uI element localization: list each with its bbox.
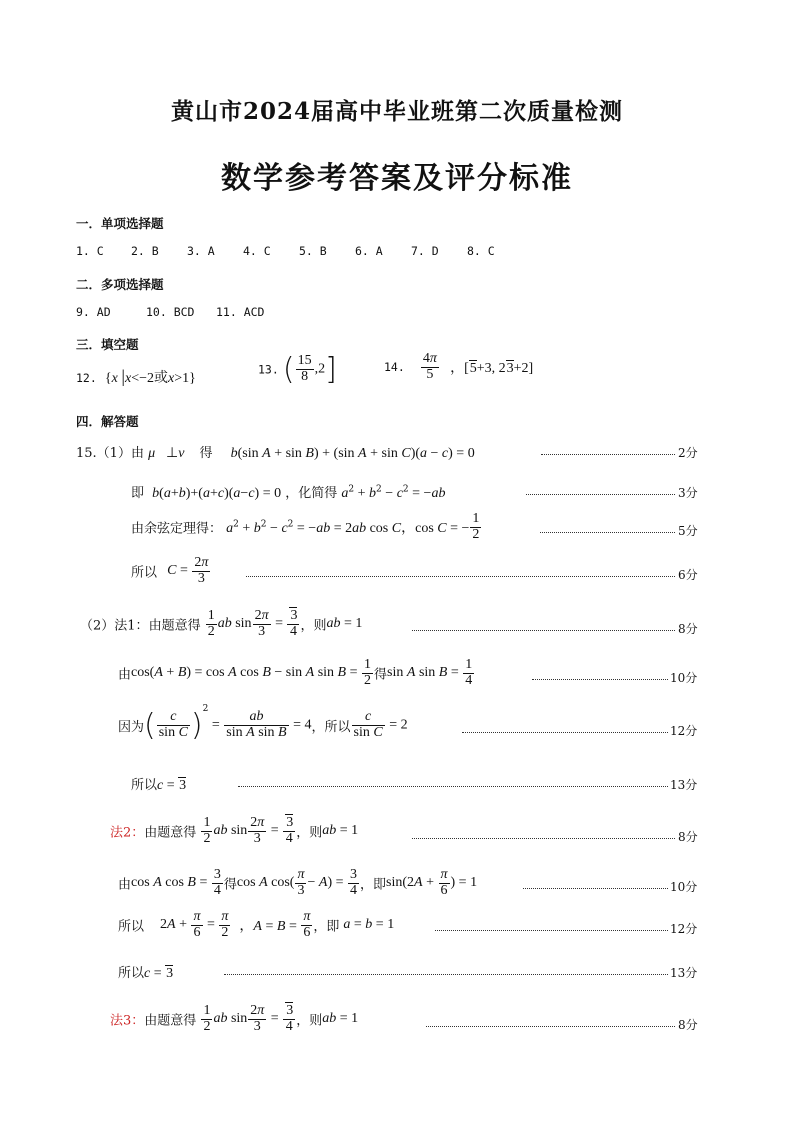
doc-subtitle: 数学参考答案及评分标准	[221, 161, 573, 196]
score-8b: 8分	[678, 830, 698, 844]
fill-14: 14. $\frac{4\pi}{5}$ ，[5+3, 23+2]	[384, 351, 534, 382]
score-3: 3分	[678, 486, 698, 500]
score-13a: 13分	[670, 778, 698, 792]
answer-3: 3. A	[187, 244, 215, 258]
section-multi-choice: 二．多项选择题	[76, 277, 164, 292]
q15-fa2-line-1: 法2：由题意得 $\frac{1}{2}$ ab sin $\frac{2\pi}{3}$ = $\frac{3}{4}$ ，则ab = 1	[110, 815, 359, 846]
score-2: 2分	[678, 446, 698, 460]
section-fill-blank: 三．填空题	[76, 337, 139, 352]
section-solutions: 四．解答题	[76, 414, 139, 429]
answer-7: 7. D	[411, 244, 439, 258]
score-12a: 12分	[670, 724, 698, 738]
q15-line-3: 由余弦定理得： $a^2 + b^2 - c^2 = -ab = 2ab$ cos C，cos C = − $\frac{1}{2}$	[131, 511, 480, 542]
score-10b: 10分	[670, 880, 698, 894]
q15-fa2-line-3: 所以 2A + $\frac{\pi}{6}$ = $\frac{\pi}{2}$ ，A = B = $\frac{\pi}{6}$ ，即 a = b = 1	[118, 909, 395, 940]
answer-1: 1. C	[76, 244, 104, 258]
q15-line-1: 15.（1）由 μ⃗⊥ν⃗ 得 b(sin A + sin B) + (sin A + sin C)(a − c) = 0	[76, 446, 475, 461]
doc-title: 黄山市2024届高中毕业班第二次质量检测	[170, 98, 623, 125]
q15-fa1-line-4: 所以c = 3	[131, 778, 187, 793]
answer-8: 8. C	[467, 244, 495, 258]
score-6: 6分	[678, 568, 698, 582]
score-12b: 12分	[670, 922, 698, 936]
fill-13: 13. ( $\frac{15}{8}$ ,2]	[258, 352, 337, 387]
section-single-choice: 一．单项选择题	[76, 216, 164, 231]
q15-fa2-line-2: 由cos A cos B = $\frac{3}{4}$ 得cos A cos( $\frac{\pi}{3}$ − A) = $\frac{3}{4}$ ，即sin(2A + $\frac{\pi}{6}$ ) = 1	[118, 867, 478, 898]
answer-2: 2. B	[131, 244, 159, 258]
fill-12: 12. {x |x<−2或x>1}	[76, 366, 196, 386]
score-10a: 10分	[670, 671, 698, 685]
answer-4: 4. C	[243, 244, 271, 258]
q15-fa1-line-3: 因为( $\frac{c}{\text{sin C}}$ )$^2$ = $\frac{ab}{\text{sin A sin B}}$ = 4，所以 $\frac{c}{\text{sin C}}$ = 2	[118, 704, 408, 743]
q15-fa2-line-4: 所以c = 3	[118, 966, 174, 981]
score-13b: 13分	[670, 966, 698, 980]
q15-fa3-line-1: 法3：由题意得 $\frac{1}{2}$ ab sin $\frac{2\pi}{3}$ = $\frac{3}{4}$ ，则ab = 1	[110, 1003, 359, 1034]
answer-5: 5. B	[299, 244, 327, 258]
q15-fa1-line-1: （2）法1：由题意得 $\frac{1}{2}$ ab sin $\frac{2\pi}{3}$ = $\frac{3}{4}$ ，则ab = 1	[80, 608, 363, 639]
q15-line-2: 即 b(a+b)+(a+c)(a−c) = 0 ，化简得 $a^2 + b^2 - c^2 = -ab$	[131, 484, 446, 501]
score-8c: 8分	[678, 1018, 698, 1032]
q15-fa1-line-2: 由cos(A + B) = cos A cos B − sin A sin B = $\frac{1}{2}$ 得sin A sin B = $\frac{1}{4}$	[118, 657, 473, 688]
answer-6: 6. A	[355, 244, 383, 258]
answer-9: 9. AD	[76, 305, 111, 319]
score-8a: 8分	[678, 622, 698, 636]
answer-11: 11. ACD	[216, 305, 265, 319]
answer-10: 10. BCD	[146, 305, 195, 319]
score-5: 5分	[678, 524, 698, 538]
q15-line-4: 所以 C = $\frac{2\pi}{3}$	[131, 555, 209, 586]
